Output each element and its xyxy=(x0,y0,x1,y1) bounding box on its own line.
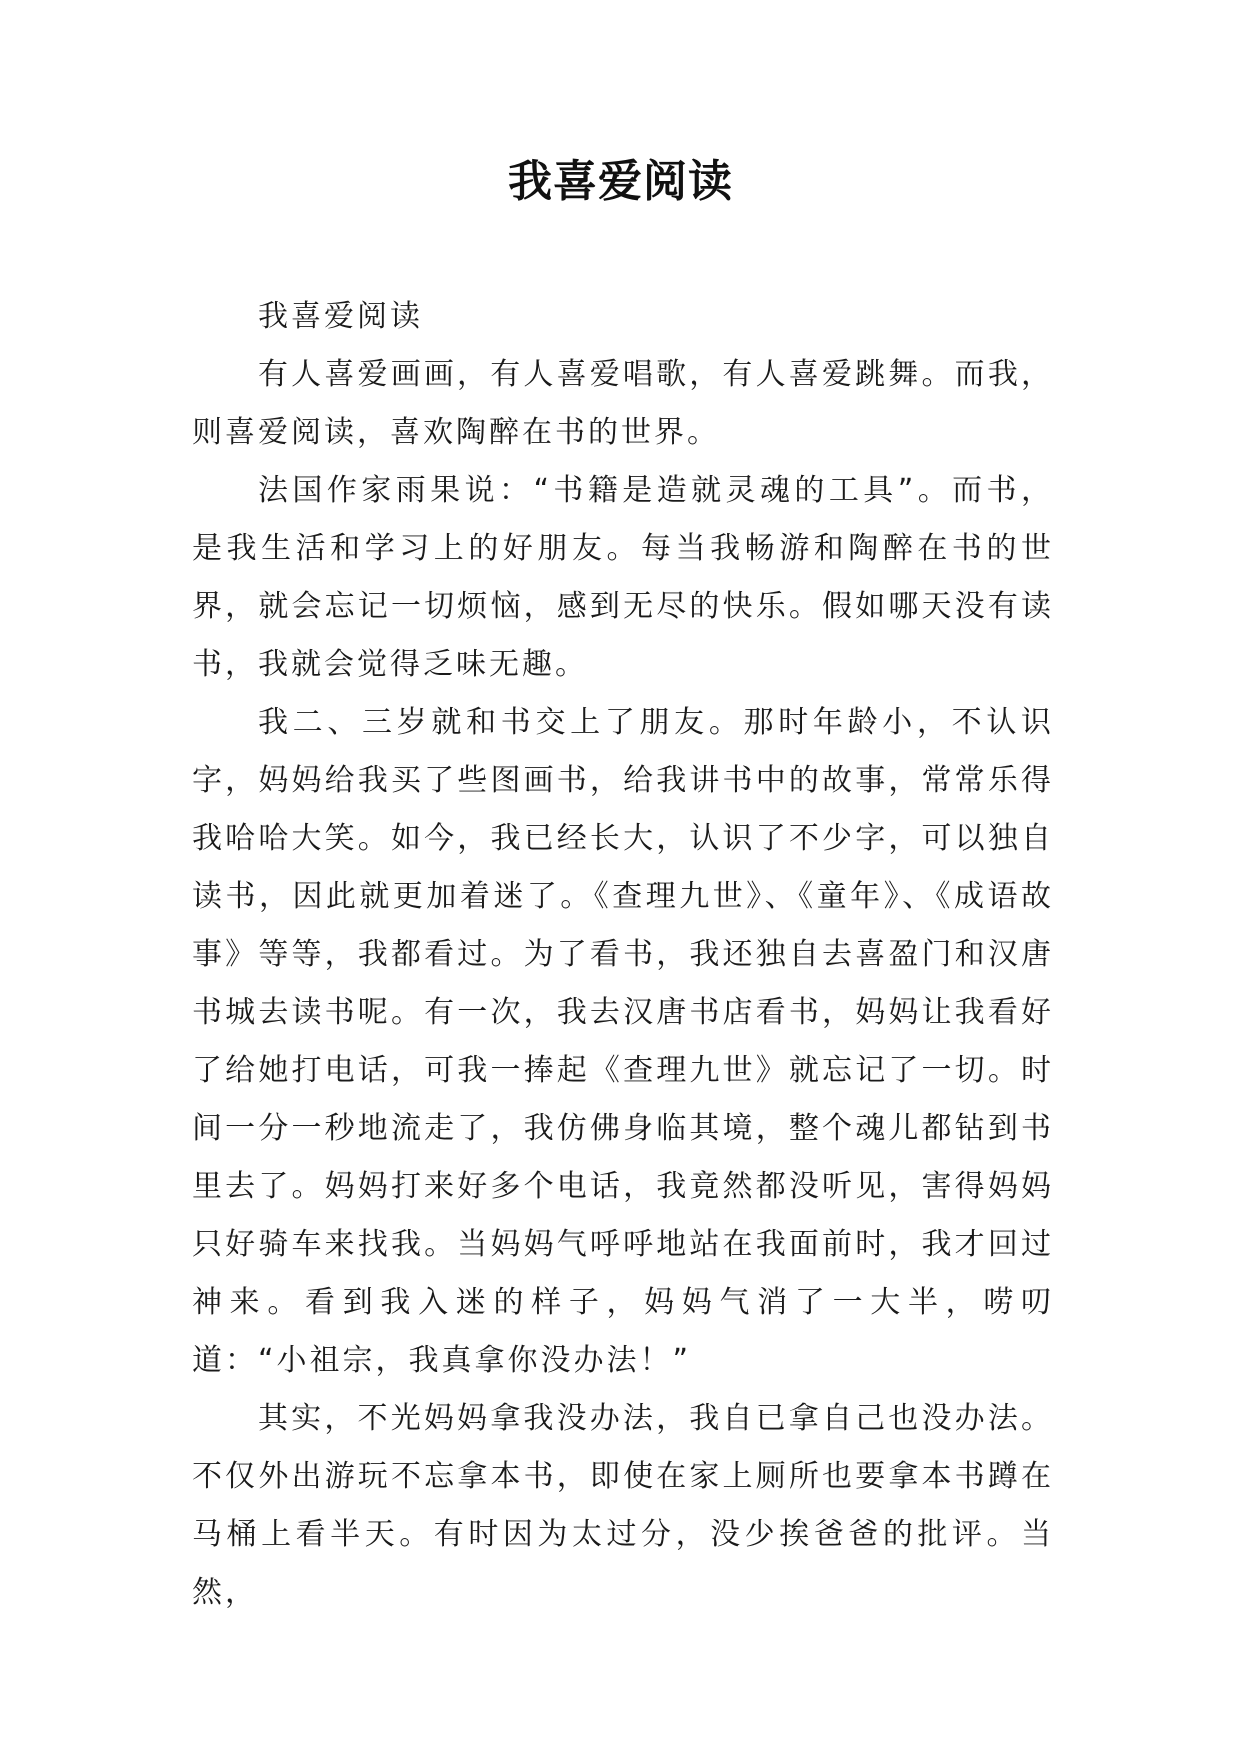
document-body xyxy=(192,288,1054,1622)
paragraph: 我喜爱阅读 xyxy=(258,299,423,334)
paragraph: 法国作家雨果说：“书籍是造就灵魂的工具”。而书，是我生活和学习上的好朋友。每当我畅游和陶醉在书的世界，就会忘记一切烦恼，感到无尽的快乐。假如哪天没有读书，我就会觉得乏味无趣。 xyxy=(192,473,1054,682)
paragraph: 有人喜爱画画，有人喜爱唱歌，有人喜爱跳舞。而我，则喜爱阅读，喜欢陶醉在书的世界。 xyxy=(192,357,1054,450)
document-title: 我喜爱阅读 xyxy=(508,156,733,207)
paragraph: 其实，不光妈妈拿我没办法，我自已拿自己也没办法。不仅外出游玩不忘拿本书，即使在家上厕所也要拿本书蹲在马桶上看半天。有时因为太过分，没少挨爸爸的批评。当然， xyxy=(192,1401,1054,1610)
paragraph: 我二、三岁就和书交上了朋友。那时年龄小，不认识字，妈妈给我买了些图画书，给我讲书中的故事，常常乐得我哈哈大笑。如今，我已经长大，认识了不少字，可以独自读书，因此就更加着迷了。《查理九世》、《童年》、《成语故事》等等，我都看过。为了看书，我还独自去喜盈门和汉唐书城去读书呢。有一次，我去汉唐书店看书，妈妈让我看好了给她打电话，可我一捧起《查理九世》就忘记了一切。时间一分一秒地流走了，我仿佛身临其境，整个魂儿都钻到书里去了。妈妈打来好多个电话，我竟然都没听见，害得妈妈只好骑车来找我。当妈妈气呼呼地站在我面前时，我才回过神来。看到我入迷的样子，妈妈气消了一大半，唠叨道：“小祖宗，我真拿你没办法！” xyxy=(192,705,1054,1378)
